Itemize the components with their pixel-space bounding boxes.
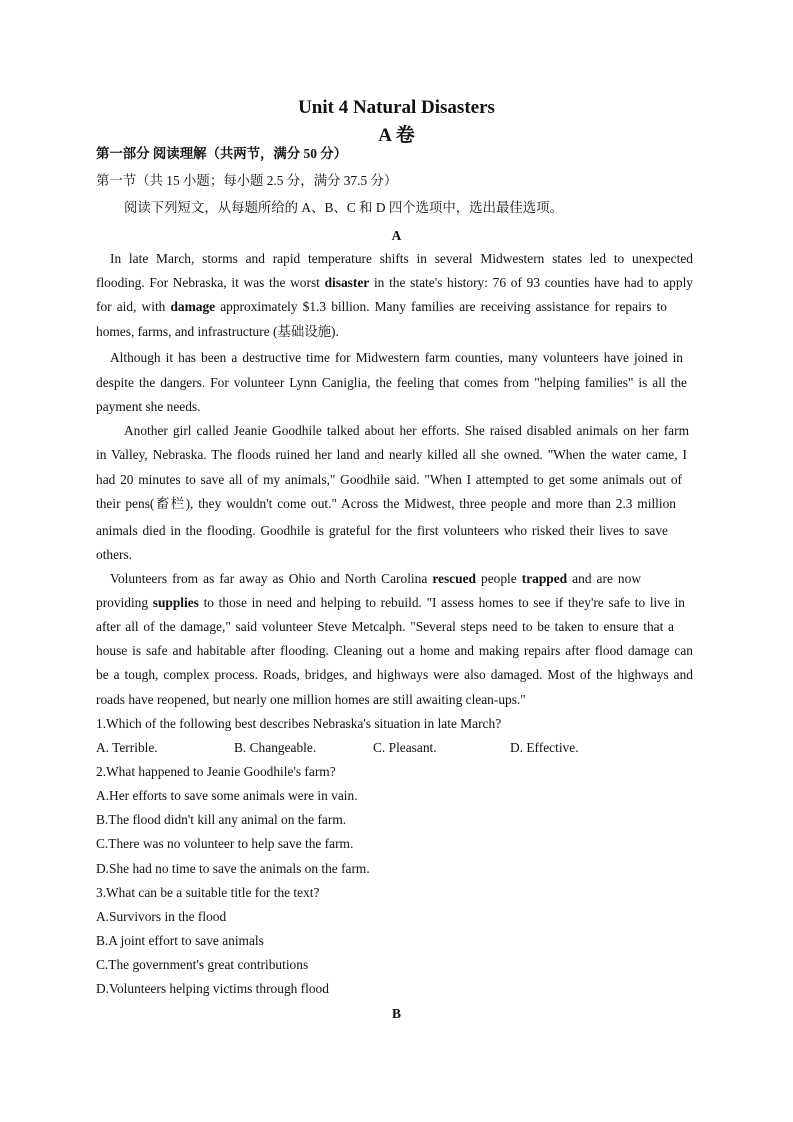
passage-line: homes, farms, and infrastructure (基础设施). [96, 324, 339, 339]
passage-a-label: A [391, 228, 402, 243]
key-word: damage [170, 299, 216, 314]
key-word: disaster [324, 275, 370, 290]
key-word: rescued [432, 571, 476, 586]
passage-line: had 20 minutes to save all of my animals," Goodhile said. "When I attempted to get some animals out of [96, 472, 682, 487]
passage-line: be a tough, complex process. Roads, bridges, and highways were also damaged. Most of the highways and [96, 667, 693, 682]
passage-line: providing supplies to those in need and helping to rebuild. "I assess homes to see if they're safe to live in [96, 595, 685, 610]
answer-option: D.Volunteers helping victims through flood [96, 981, 329, 996]
answer-option: C.The government's great contributions [96, 957, 309, 972]
key-word: supplies [152, 595, 199, 610]
answer-option: A.Her efforts to save some animals were in vain. [96, 788, 358, 803]
passage-line: in Valley, Nebraska. The floods ruined her land and nearly killed all she owned. "When the water came, I [96, 447, 687, 462]
answer-option: B. Changeable. [234, 740, 317, 755]
question-stem: 3.What can be a suitable title for the text? [96, 885, 320, 900]
passage-line: others. [96, 547, 133, 562]
passage-line: In late March, storms and rapid temperature shifts in several Midwestern states led to unexpected [110, 251, 693, 266]
passage-line: Although it has been a destructive time for Midwestern farm counties, many volunteers have joined in [110, 350, 683, 365]
passage-line: animals died in the flooding. Goodhile is grateful for the first volunteers who risked their lives to save [96, 523, 668, 538]
part-heading: 第一部分 阅读理解（共两节，满分 50 分） [96, 146, 348, 161]
passage-line: Another girl called Jeanie Goodhile talked about her efforts. She raised disabled animals on her farm [124, 423, 689, 438]
passage-line: payment she needs. [96, 399, 201, 414]
section-heading: 第一节（共 15 小题；每小题 2.5 分，满分 37.5 分） [96, 173, 398, 188]
passage-line: after all of the damage," said volunteer Steve Metcalph. "Several steps need to be taken to ensure that a [96, 619, 674, 634]
answer-option: D. Effective. [510, 740, 579, 755]
instruction: 阅读下列短文，从每题所给的 A、B、C 和 D 四个选项中，选出最佳选项。 [124, 200, 563, 215]
answer-option: D.She had no time to save the animals on the farm. [96, 861, 370, 876]
passage-line: for aid, with damage approximately $1.3 billion. Many families are receiving assistance for repairs to [96, 299, 667, 314]
passage-line: house is safe and habitable after flooding. Cleaning out a home and making repairs after flood damage can [96, 643, 693, 658]
answer-option: C. Pleasant. [373, 740, 437, 755]
passage-line: Volunteers from as far away as Ohio and North Carolina rescued people trapped and are now [110, 571, 641, 586]
page-title: Unit 4 Natural Disasters [298, 97, 495, 118]
passage-line: roads have reopened, but nearly one million homes are still awaiting clean-ups." [96, 692, 526, 707]
page-subtitle: A 卷 [378, 125, 415, 146]
passage-line: flooding. For Nebraska, it was the worst disaster in the state's history: 76 of 93 counties have had to apply [96, 275, 693, 290]
question-stem: 2.What happened to Jeanie Goodhile's farm? [96, 764, 336, 779]
passage-b-label: B [392, 1006, 401, 1021]
question-stem: 1.Which of the following best describes Nebraska's situation in late March? [96, 716, 502, 731]
passage-line: despite the dangers. For volunteer Lynn Caniglia, the feeling that comes from "helping families" is all the [96, 375, 687, 390]
answer-option: B.A joint effort to save animals [96, 933, 264, 948]
key-word: trapped [521, 571, 568, 586]
answer-option: C.There was no volunteer to help save the farm. [96, 836, 354, 851]
answer-option: B.The flood didn't kill any animal on the farm. [96, 812, 347, 827]
answer-option: A.Survivors in the flood [96, 909, 227, 924]
passage-line: their pens(畜栏), they wouldn't come out." Across the Midwest, three people and more than 2.3 million [96, 496, 676, 511]
answer-option: A. Terrible. [96, 740, 158, 755]
